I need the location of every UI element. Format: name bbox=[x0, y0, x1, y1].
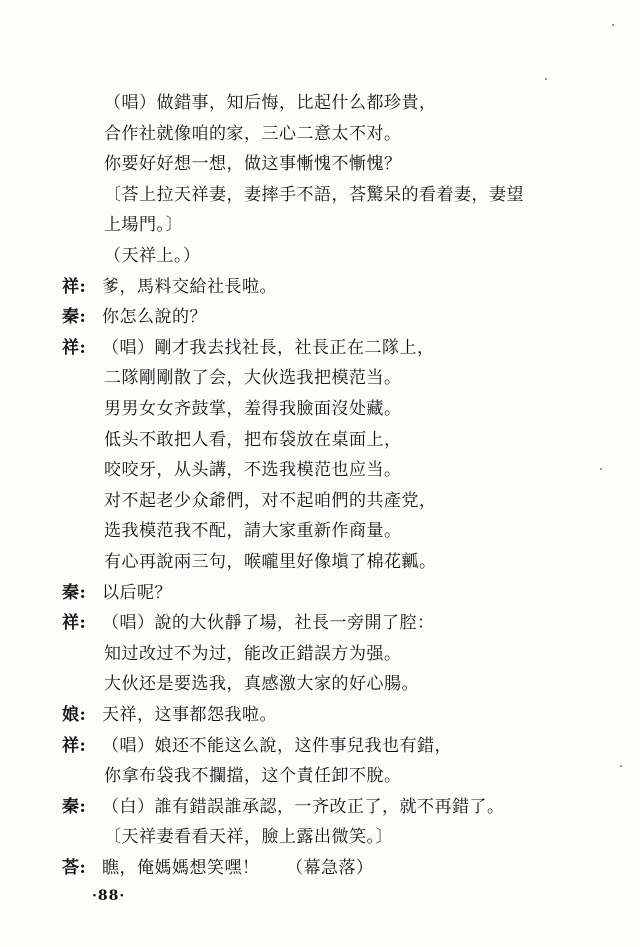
line-text: 天祥，这事都怨我啦。 bbox=[102, 705, 277, 725]
line-text: 合作社就像咱的家，三心二意太不对。 bbox=[104, 123, 402, 144]
script-line bbox=[104, 547, 437, 577]
script-line bbox=[104, 210, 183, 240]
dialogue-line bbox=[62, 700, 277, 730]
line-text: 瞧，俺媽媽想笑嘿！ （幕急落） bbox=[102, 858, 374, 878]
page-number: ·88· bbox=[92, 888, 126, 904]
line-text: 大伙还是要选我，真感激大家的好心腸。 bbox=[104, 674, 419, 695]
line-text: （天祥上。） bbox=[104, 246, 201, 266]
line-text: 知过改过不为过，能改正錯誤方为强。 bbox=[104, 643, 402, 664]
speaker-label: 秦: bbox=[62, 796, 87, 817]
line-text: 〔荅上拉天祥妻，妻摔手不語，荅驚呆的看着妻，妻望 bbox=[104, 184, 524, 205]
speaker-label: 祥: bbox=[62, 613, 87, 634]
line-text: 爹，馬料交給社長啦。 bbox=[102, 276, 277, 297]
script-line bbox=[104, 149, 402, 179]
script-line bbox=[104, 486, 437, 516]
line-text: 你拿布袋我不攔擋，这个責任卸不脫。 bbox=[104, 766, 402, 787]
line-text: 上場門。〕 bbox=[104, 215, 183, 236]
scan-speck bbox=[545, 78, 547, 80]
script-line bbox=[104, 180, 524, 210]
script-line bbox=[104, 822, 393, 852]
dialogue-line bbox=[62, 272, 277, 302]
scan-speck bbox=[612, 24, 614, 26]
script-line bbox=[104, 119, 402, 149]
script-line bbox=[104, 88, 437, 118]
script-line bbox=[104, 669, 419, 699]
line-text: （唱）剛才我去找社長，社長正在二隊上， bbox=[102, 337, 435, 358]
script-line bbox=[104, 761, 402, 791]
line-text: 你怎么說的？ bbox=[102, 307, 207, 328]
line-text: （唱）說的大伙靜了場，社長一旁開了腔： bbox=[102, 613, 435, 634]
line-text: （唱）娘还不能这么說，这件事兒我也有錯， bbox=[102, 735, 452, 756]
scan-speck bbox=[600, 468, 602, 470]
dialogue-line bbox=[62, 792, 505, 822]
dialogue-line bbox=[62, 302, 207, 332]
line-text: 咬咬牙，从头講，不选我模范也应当。 bbox=[104, 460, 402, 481]
line-text: 以后呢？ bbox=[102, 582, 172, 603]
script-line bbox=[104, 241, 201, 271]
line-text: 低头不敢把人看，把布袋放在桌面上， bbox=[104, 429, 402, 450]
line-text: 二隊剛剛散了会，大伙选我把模范当。 bbox=[104, 368, 402, 389]
dialogue-line bbox=[62, 608, 435, 638]
dialogue-line bbox=[62, 731, 452, 761]
line-text: 你要好好想一想，做这事慚愧不慚愧？ bbox=[104, 154, 402, 175]
speaker-label: 祥: bbox=[62, 735, 87, 756]
scan-speck bbox=[620, 765, 622, 767]
line-text: 对不起老少众爺們，对不起咱們的共產党， bbox=[104, 490, 437, 511]
dialogue-line bbox=[62, 578, 172, 608]
dialogue-line bbox=[62, 333, 435, 363]
speaker-label: 秦: bbox=[62, 582, 87, 603]
line-text: （白）誰有錯誤誰承認，一齐改正了，就不再錯了。 bbox=[102, 796, 505, 817]
script-line bbox=[104, 516, 402, 546]
script-line bbox=[104, 455, 402, 485]
speaker-label: 祥: bbox=[62, 276, 87, 297]
speaker-label: 秦: bbox=[62, 307, 87, 328]
dialogue-line bbox=[62, 853, 374, 883]
line-text: （唱）做錯事，知后悔，比起什么都珍貴， bbox=[104, 93, 437, 113]
line-text: 〔天祥妻看看天祥，臉上露出微笑。〕 bbox=[104, 827, 393, 848]
script-line bbox=[104, 394, 402, 424]
line-text: 选我模范我不配，請大家重新作商量。 bbox=[104, 521, 402, 542]
line-text: 男男女女齐鼓掌，羞得我臉面沒处藏。 bbox=[104, 399, 402, 419]
line-text: 有心再說兩三句，喉嚨里好像塡了棉花瓤。 bbox=[104, 552, 437, 572]
script-line bbox=[104, 425, 402, 455]
speaker-label: 祥: bbox=[62, 337, 87, 358]
speaker-label: 娘: bbox=[62, 705, 87, 725]
speaker-label: 荅: bbox=[62, 858, 87, 878]
script-line bbox=[104, 363, 402, 393]
script-line bbox=[104, 639, 402, 669]
